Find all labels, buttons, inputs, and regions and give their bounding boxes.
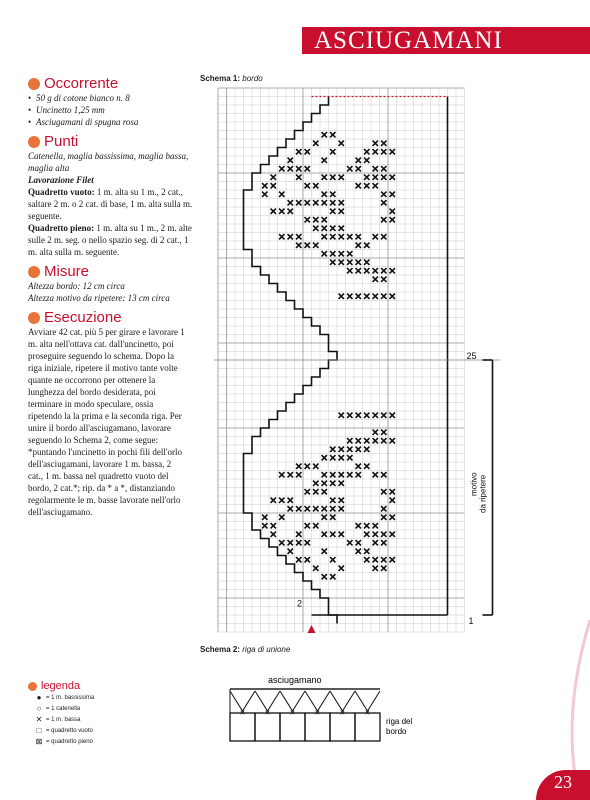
schema2-label: Schema 2: riga di unione <box>200 645 291 654</box>
bullet-dot-icon <box>28 78 40 90</box>
single-crochet-icon: ✕ <box>339 710 346 717</box>
instructions-column <box>28 72 193 518</box>
section-misure-heading: Misure <box>28 263 193 280</box>
filet-chart <box>200 80 500 640</box>
border-label-2: bordo <box>386 727 407 736</box>
legend-item: ● = 1 m. bassissima <box>28 692 188 703</box>
joining-stitch <box>355 691 380 711</box>
single-crochet-icon: ✕ <box>289 710 296 717</box>
bullet-dot-icon <box>28 682 37 691</box>
single-crochet-icon: ✕ <box>364 710 371 717</box>
joining-row-diagram <box>220 655 420 745</box>
vuoto-paragraph: Quadretto vuoto: 1 m. alta su 1 m., 2 cat., saltare 2 m. o 2 cat. di base, 1 m. alta sulla m. seguente. <box>28 187 193 221</box>
full-square-icon: ⊠ <box>35 737 43 746</box>
motif-label-1: motivo <box>469 472 479 496</box>
row-label-left: 2 <box>297 598 303 609</box>
joining-stitch <box>330 691 355 711</box>
border-square <box>355 713 380 741</box>
legend-item: ✕ = 1 m. bassa <box>28 714 188 725</box>
border-label-1: riga del <box>386 717 413 726</box>
legend-item: □ = quadretto vuoto <box>28 725 188 736</box>
single-crochet-icon: ✕ <box>35 715 43 724</box>
single-crochet-icon: ✕ <box>314 710 321 717</box>
esecuzione-paragraph: Avviare 42 cat. più 5 per girare e lavorare 1 m. alta nell'ottava cat. dall'uncinetto, poi proseguire seguendo lo schema. Dopo la riga iniziale, ripetere il motivo tante volte quante ne occorrono per ottenere la lunghezza del bordo desiderata, poi terminare in modo speculare, ossia ripetendo la la prima e la seconda riga. Per unire il bordo all'asciugamano, lavorare seguendo lo Schema 2, come segue: *puntando l'uncinetto in pochi fili dell'orlo dell'asciugamani, lavorare 1 m. bassa, 2 cat., 1 m. bassa nel quadretto vuoto del bordo, 2 cat.*; rip. da * a *, distanziando regolarmente le m. basse lavorate nell'orlo dell'asciugamano. <box>28 327 185 517</box>
joining-stitch <box>305 691 330 711</box>
border-square <box>280 713 305 741</box>
legend-item: ○ = 1 catenella <box>28 703 188 714</box>
single-crochet-icon: ✕ <box>264 710 271 717</box>
chain-icon: ○ <box>36 704 42 713</box>
start-arrow-icon <box>308 625 316 633</box>
section-occorrente-heading: Occorrente <box>28 75 193 92</box>
page-title: ASCIUGAMANI <box>302 27 590 54</box>
watermark: PassionForum.ru <box>440 786 501 795</box>
section-esecuzione-heading: Esecuzione <box>28 309 193 326</box>
motif-label-2: da ripetere <box>478 474 488 513</box>
legend <box>28 677 188 747</box>
border-square <box>255 713 280 741</box>
empty-square-icon: □ <box>36 726 42 735</box>
schema1-label: Schema 1: bordo <box>200 74 263 83</box>
single-crochet-icon: ✕ <box>239 710 246 717</box>
slip-stitch-icon: ● <box>36 693 42 702</box>
bullet-dot-icon <box>28 312 40 324</box>
technique-text: Lavorazione Filet <box>28 175 94 185</box>
measure-motivo: Altezza motivo da ripetere: 13 cm circa <box>28 293 170 303</box>
page-number: 23 <box>536 770 590 800</box>
border-square <box>230 713 255 741</box>
list-item: • 50 g di cotone bianco n. 8 <box>28 92 193 104</box>
row-label-top: 25 <box>466 351 477 361</box>
list-item: • Uncinetto 1,25 mm <box>28 104 193 116</box>
row-label-bottom: 1 <box>468 616 474 626</box>
measure-bordo: Altezza bordo: 12 cm circa <box>28 281 125 291</box>
border-squares <box>230 689 380 741</box>
legend-heading: legenda <box>28 680 188 692</box>
bullet-dot-icon <box>28 266 40 278</box>
legend-item: ⊠ = quadretto pieno <box>28 736 188 747</box>
border-square <box>330 713 355 741</box>
joining-stitch <box>230 691 255 711</box>
towel-label: asciugamano <box>268 675 322 685</box>
pieno-paragraph: Quadretto pieno: 1 m. alta su 1 m., 2 m. alte sulle 2 m. seg. o nello spazio seg. di 2 cat., 1 m. alta sulla m. seguente. <box>28 223 192 257</box>
bullet-dot-icon <box>28 136 40 148</box>
joining-stitch <box>280 691 305 711</box>
stitches-text: Catenella, maglia bassissima, maglia bassa, maglia alta <box>28 151 189 173</box>
list-item: • Asciugamani di spugna rosa <box>28 116 193 128</box>
border-square <box>305 713 330 741</box>
joining-stitch <box>255 691 280 711</box>
section-punti-heading: Punti <box>28 133 193 150</box>
